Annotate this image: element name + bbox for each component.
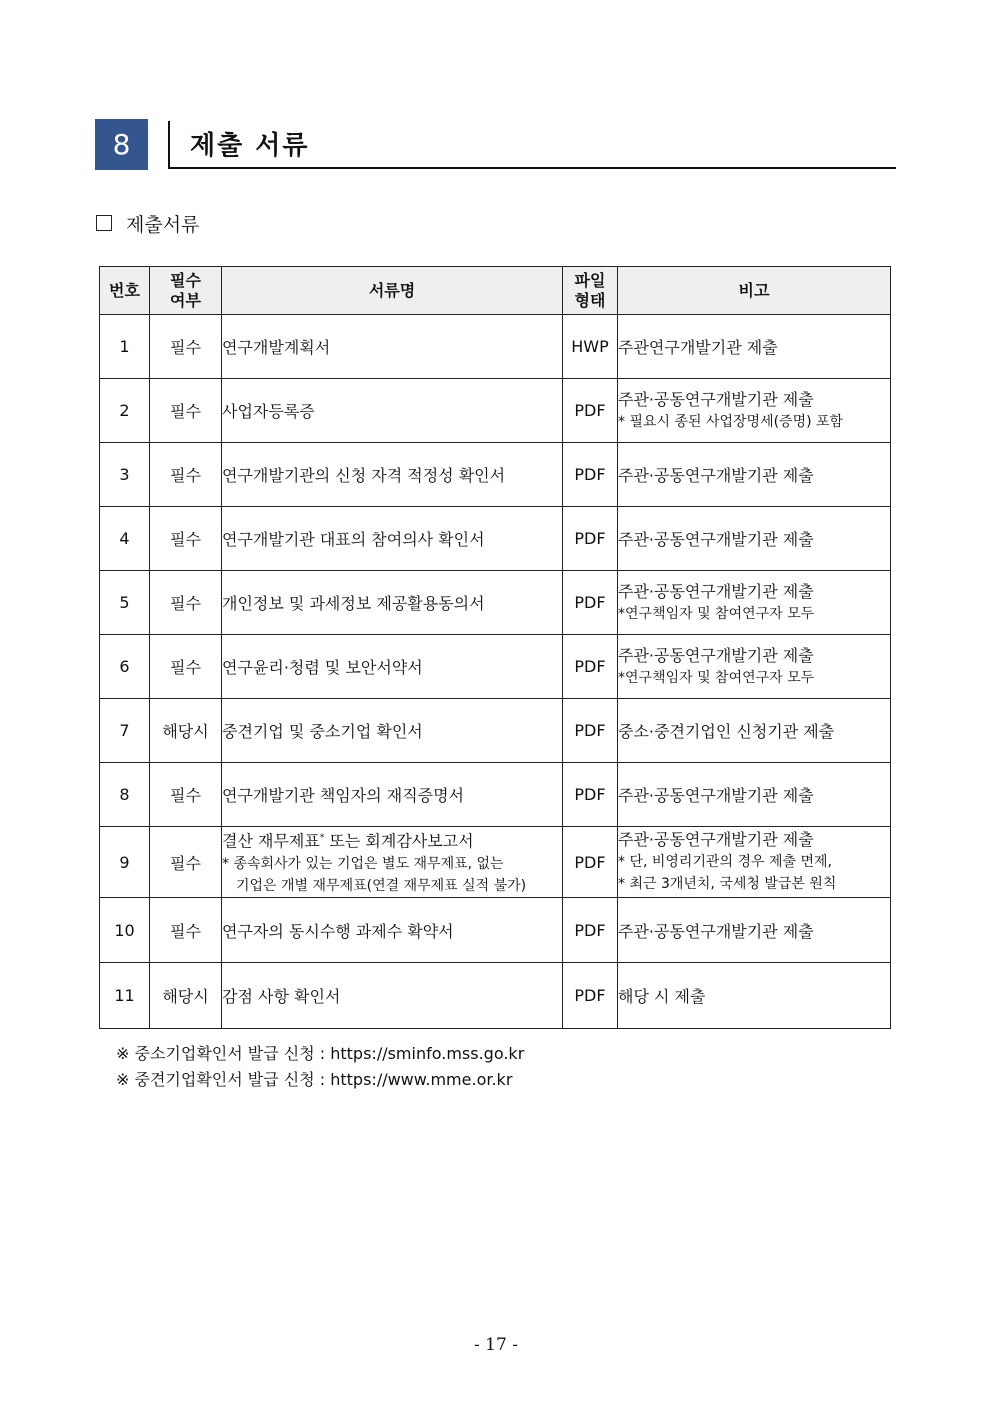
remark-main: 주관·공동연구개발기관 제출 bbox=[618, 645, 814, 665]
table-row bbox=[100, 699, 891, 763]
row-no: 5 bbox=[100, 571, 150, 635]
name-note: 기업은 개별 재무제표(연결 재무제표 실적 불가) bbox=[236, 877, 527, 894]
remark-note: * 단, 비영리기관의 경우 제출 면제, bbox=[618, 854, 832, 870]
row-name: 연구개발기관 대표의 참여의사 확인서 bbox=[222, 507, 563, 571]
row-required: 필수 bbox=[150, 443, 222, 507]
row-required: 필수 bbox=[150, 379, 222, 443]
row-remark bbox=[618, 379, 891, 443]
remark-note: * 최근 3개년치, 국세청 발급본 원칙 bbox=[618, 876, 837, 892]
table-row bbox=[100, 571, 891, 635]
note-mme: ※ 중견기업확인서 발급 신청 : https://www.mme.or.kr bbox=[116, 1070, 513, 1089]
row-format: PDF bbox=[563, 763, 618, 827]
row-name: 연구개발기관 책임자의 재직증명서 bbox=[222, 763, 563, 827]
row-required: 해당시 bbox=[150, 963, 222, 1029]
row-format: PDF bbox=[563, 571, 618, 635]
row-remark: 주관·공동연구개발기관 제출 bbox=[618, 443, 891, 507]
row-no: 9 bbox=[100, 827, 150, 898]
row-name: 사업자등록증 bbox=[222, 379, 563, 443]
row-no: 10 bbox=[100, 898, 150, 963]
table-row bbox=[100, 898, 891, 963]
table-row bbox=[100, 963, 891, 1029]
subsection-header bbox=[96, 210, 199, 236]
header-remark: 비고 bbox=[618, 267, 891, 315]
documents-table bbox=[99, 266, 891, 1029]
section-number: 8 bbox=[95, 119, 148, 170]
header-name: 서류명 bbox=[222, 267, 563, 315]
footnote-mark: * bbox=[319, 833, 325, 844]
row-required: 필수 bbox=[150, 507, 222, 571]
row-format: PDF bbox=[563, 963, 618, 1029]
row-name bbox=[222, 827, 563, 898]
row-no: 4 bbox=[100, 507, 150, 571]
row-format: PDF bbox=[563, 635, 618, 699]
section-divider-bar bbox=[168, 121, 170, 169]
row-remark bbox=[618, 635, 891, 699]
section-header bbox=[95, 119, 896, 171]
row-format: PDF bbox=[563, 898, 618, 963]
name-text-rest: 또는 회계감사보고서 bbox=[324, 831, 474, 851]
remark-main: 주관·공동연구개발기관 제출 bbox=[618, 830, 814, 849]
remark-main: 주관·공동연구개발기관 제출 bbox=[618, 389, 814, 409]
remark-main: 주관·공동연구개발기관 제출 bbox=[618, 581, 814, 601]
row-format: HWP bbox=[563, 315, 618, 379]
name-text: 결산 재무제표 bbox=[222, 831, 320, 851]
checkbox-icon bbox=[96, 215, 112, 231]
row-required: 필수 bbox=[150, 898, 222, 963]
row-format: PDF bbox=[563, 827, 618, 898]
row-no: 7 bbox=[100, 699, 150, 763]
row-no: 1 bbox=[100, 315, 150, 379]
row-name: 감점 사항 확인서 bbox=[222, 963, 563, 1029]
header-format: 파일 형태 bbox=[563, 267, 618, 315]
table-row bbox=[100, 827, 891, 898]
row-name: 연구자의 동시수행 과제수 확약서 bbox=[222, 898, 563, 963]
row-required: 필수 bbox=[150, 315, 222, 379]
row-no: 2 bbox=[100, 379, 150, 443]
row-remark bbox=[618, 827, 891, 898]
row-name: 연구개발기관의 신청 자격 적정성 확인서 bbox=[222, 443, 563, 507]
table-row bbox=[100, 315, 891, 379]
remark-note: * 필요시 종된 사업장명세(증명) 포함 bbox=[618, 413, 844, 430]
table-row bbox=[100, 635, 891, 699]
subsection-title: 제출서류 bbox=[126, 213, 200, 236]
row-format: PDF bbox=[563, 507, 618, 571]
row-remark: 주관·공동연구개발기관 제출 bbox=[618, 763, 891, 827]
row-no: 11 bbox=[100, 963, 150, 1029]
table-header-row bbox=[100, 267, 891, 315]
section-underline bbox=[168, 167, 896, 169]
row-name: 중견기업 및 중소기업 확인서 bbox=[222, 699, 563, 763]
row-remark: 주관연구개발기관 제출 bbox=[618, 315, 891, 379]
row-remark: 주관·공동연구개발기관 제출 bbox=[618, 898, 891, 963]
header-required: 필수 여부 bbox=[150, 267, 222, 315]
row-remark: 주관·공동연구개발기관 제출 bbox=[618, 507, 891, 571]
section-title: 제출 서류 bbox=[190, 131, 310, 161]
row-required: 필수 bbox=[150, 763, 222, 827]
table-row bbox=[100, 443, 891, 507]
row-name: 연구개발계획서 bbox=[222, 315, 563, 379]
name-note: * 종속회사가 있는 기업은 별도 재무제표, 없는 bbox=[222, 855, 504, 872]
note-sminfo: ※ 중소기업확인서 발급 신청 : https://sminfo.mss.go.kr bbox=[116, 1044, 525, 1063]
row-required: 필수 bbox=[150, 635, 222, 699]
row-remark: 해당 시 제출 bbox=[618, 963, 891, 1029]
row-format: PDF bbox=[563, 379, 618, 443]
header-no: 번호 bbox=[100, 267, 150, 315]
remark-note: *연구책임자 및 참여연구자 모두 bbox=[618, 669, 815, 686]
table-row bbox=[100, 763, 891, 827]
table-row bbox=[100, 507, 891, 571]
row-required: 해당시 bbox=[150, 699, 222, 763]
row-format: PDF bbox=[563, 443, 618, 507]
row-name: 연구윤리·청렴 및 보안서약서 bbox=[222, 635, 563, 699]
row-required: 필수 bbox=[150, 571, 222, 635]
row-no: 3 bbox=[100, 443, 150, 507]
row-format: PDF bbox=[563, 699, 618, 763]
row-no: 8 bbox=[100, 763, 150, 827]
remark-note: *연구책임자 및 참여연구자 모두 bbox=[618, 605, 815, 622]
row-remark bbox=[618, 571, 891, 635]
row-no: 6 bbox=[100, 635, 150, 699]
notes bbox=[116, 1041, 524, 1093]
page-number: - 17 - bbox=[474, 1335, 518, 1355]
row-remark: 중소·중견기업인 신청기관 제출 bbox=[618, 699, 891, 763]
row-name: 개인정보 및 과세정보 제공활용동의서 bbox=[222, 571, 563, 635]
row-required: 필수 bbox=[150, 827, 222, 898]
table-row bbox=[100, 379, 891, 443]
name-main bbox=[222, 827, 562, 852]
